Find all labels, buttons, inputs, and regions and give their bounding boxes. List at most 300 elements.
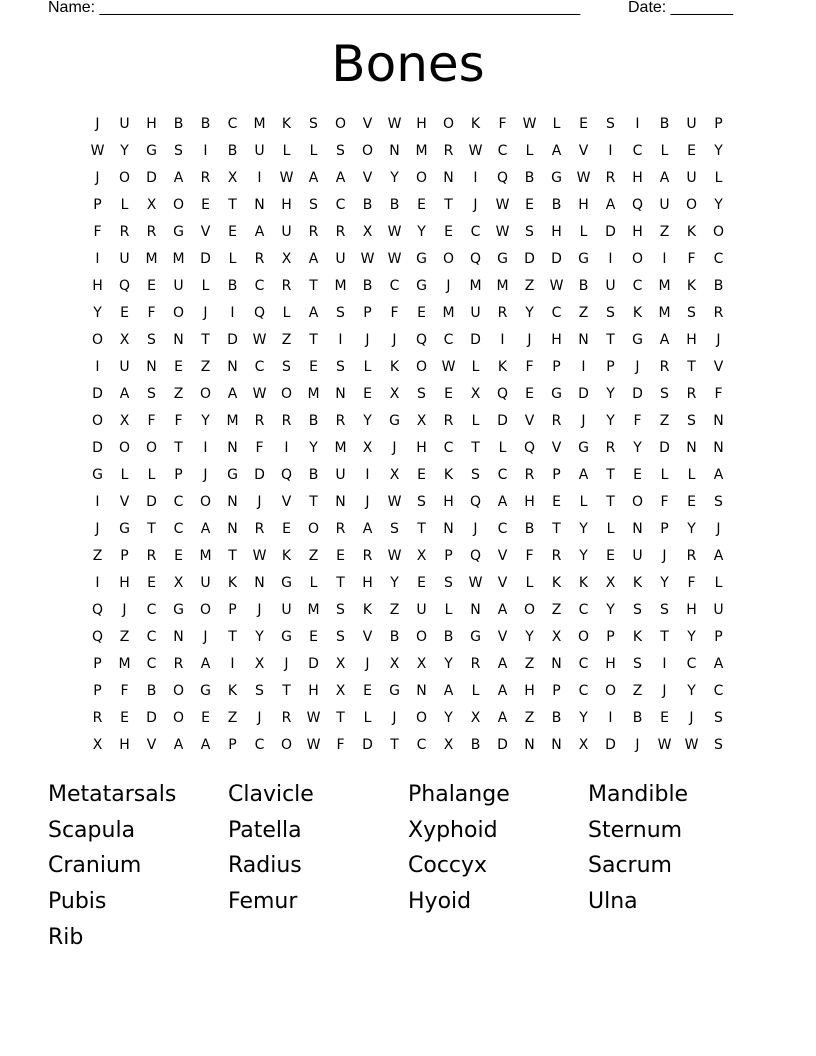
grid-letter: N bbox=[335, 386, 346, 402]
grid-letter: O bbox=[118, 170, 131, 186]
grid-letter: Y bbox=[525, 629, 534, 645]
grid-letter: I bbox=[635, 116, 640, 132]
grid-letter: D bbox=[227, 332, 238, 348]
grid-letter: O bbox=[442, 251, 455, 267]
grid-letter: J bbox=[635, 737, 640, 753]
grid-letter: Z bbox=[524, 710, 535, 726]
grid-letter: J bbox=[689, 710, 694, 726]
grid-letter: I bbox=[500, 332, 505, 348]
grid-letter: H bbox=[578, 197, 589, 213]
grid-letter: R bbox=[335, 224, 346, 240]
grid-letter: M bbox=[415, 143, 428, 159]
grid-letter: D bbox=[146, 170, 157, 186]
grid-letter: I bbox=[230, 656, 235, 672]
grid-letter: O bbox=[118, 440, 131, 456]
grid-letter: R bbox=[524, 467, 535, 483]
grid-letter: E bbox=[147, 278, 156, 294]
grid-letter: C bbox=[335, 197, 346, 213]
grid-letter: R bbox=[254, 521, 265, 537]
grid-letter: W bbox=[252, 548, 267, 564]
grid-letter: X bbox=[578, 737, 589, 753]
grid-letter: A bbox=[659, 170, 670, 186]
grid-letter: G bbox=[227, 467, 238, 483]
grid-letter: X bbox=[146, 197, 157, 213]
word-bank-item: Pubis bbox=[48, 889, 107, 915]
grid-letter: A bbox=[308, 305, 319, 321]
grid-letter: Y bbox=[525, 305, 534, 321]
grid-letter: L bbox=[498, 440, 507, 456]
grid-letter: T bbox=[147, 521, 156, 537]
grid-letter: Y bbox=[606, 602, 615, 618]
grid-letter: P bbox=[552, 467, 561, 483]
grid-letter: C bbox=[389, 278, 400, 294]
grid-letter: H bbox=[416, 440, 427, 456]
grid-letter: F bbox=[93, 224, 102, 240]
grid-letter: J bbox=[95, 170, 100, 186]
grid-letter: D bbox=[362, 737, 373, 753]
grid-letter: S bbox=[336, 305, 345, 321]
grid-letter: V bbox=[119, 494, 130, 510]
grid-letter: E bbox=[309, 359, 318, 375]
grid-letter: W bbox=[468, 575, 483, 591]
grid-letter: P bbox=[606, 629, 615, 645]
grid-letter: J bbox=[716, 332, 721, 348]
grid-letter: J bbox=[95, 116, 100, 132]
grid-letter: N bbox=[443, 170, 454, 186]
grid-letter: C bbox=[254, 737, 265, 753]
grid-letter: D bbox=[605, 737, 616, 753]
grid-letter: C bbox=[632, 278, 643, 294]
grid-letter: J bbox=[365, 494, 370, 510]
grid-letter: D bbox=[254, 467, 265, 483]
grid-letter: S bbox=[336, 602, 345, 618]
grid-letter: H bbox=[551, 224, 562, 240]
grid-letter: J bbox=[473, 197, 478, 213]
page-title: Bones bbox=[331, 35, 485, 93]
grid-letter: Q bbox=[469, 548, 482, 564]
grid-letter: I bbox=[338, 332, 343, 348]
grid-letter: L bbox=[120, 197, 129, 213]
word-bank-item: Hyoid bbox=[408, 889, 472, 915]
grid-letter: F bbox=[687, 251, 696, 267]
grid-letter: T bbox=[660, 629, 669, 645]
grid-letter: N bbox=[470, 602, 481, 618]
grid-letter: L bbox=[660, 143, 669, 159]
grid-letter: L bbox=[579, 224, 588, 240]
grid-letter: O bbox=[442, 116, 455, 132]
grid-letter: A bbox=[308, 170, 319, 186]
grid-letter: Q bbox=[631, 197, 644, 213]
grid-letter: C bbox=[146, 602, 157, 618]
grid-letter: V bbox=[362, 629, 373, 645]
grid-letter: E bbox=[579, 116, 588, 132]
grid-letter: F bbox=[147, 305, 156, 321]
grid-letter: Q bbox=[253, 305, 266, 321]
grid-letter: H bbox=[632, 224, 643, 240]
grid-letter: R bbox=[551, 413, 562, 429]
grid-letter: Y bbox=[606, 386, 615, 402]
grid-letter: E bbox=[363, 683, 372, 699]
grid-letter: G bbox=[200, 683, 211, 699]
grid-letter: O bbox=[631, 251, 644, 267]
grid-letter: N bbox=[227, 440, 238, 456]
grid-letter: V bbox=[362, 170, 373, 186]
grid-letter: S bbox=[309, 116, 318, 132]
grid-letter: C bbox=[443, 440, 454, 456]
grid-letter: X bbox=[335, 656, 346, 672]
grid-letter: K bbox=[281, 116, 292, 132]
grid-letter: A bbox=[659, 332, 670, 348]
grid-letter: H bbox=[92, 278, 103, 294]
grid-letter: J bbox=[203, 629, 208, 645]
grid-letter: C bbox=[497, 467, 508, 483]
grid-letter: U bbox=[281, 224, 292, 240]
grid-letter: N bbox=[254, 575, 265, 591]
grid-letter: X bbox=[605, 575, 616, 591]
grid-letter: G bbox=[146, 143, 157, 159]
grid-letter: N bbox=[686, 440, 697, 456]
grid-letter: D bbox=[605, 224, 616, 240]
grid-letter: F bbox=[498, 116, 507, 132]
grid-letter: C bbox=[713, 251, 724, 267]
grid-letter: B bbox=[659, 116, 670, 132]
grid-letter: Z bbox=[227, 710, 238, 726]
grid-letter: X bbox=[362, 440, 373, 456]
grid-letter: R bbox=[92, 710, 103, 726]
grid-letter: R bbox=[551, 548, 562, 564]
grid-letter: L bbox=[282, 143, 291, 159]
grid-letter: O bbox=[172, 683, 185, 699]
grid-letter: X bbox=[119, 413, 130, 429]
grid-letter: M bbox=[442, 305, 455, 321]
grid-letter: K bbox=[686, 278, 697, 294]
grid-letter: Z bbox=[389, 602, 400, 618]
grid-letter: S bbox=[147, 386, 156, 402]
grid-letter: Q bbox=[496, 386, 509, 402]
grid-letter: K bbox=[632, 305, 643, 321]
grid-letter: C bbox=[227, 116, 238, 132]
grid-letter: N bbox=[713, 413, 724, 429]
grid-letter: H bbox=[686, 602, 697, 618]
grid-letter: Z bbox=[119, 629, 130, 645]
grid-letter: X bbox=[281, 251, 292, 267]
grid-letter: U bbox=[173, 278, 184, 294]
grid-letter: B bbox=[524, 521, 535, 537]
grid-letter: L bbox=[714, 170, 723, 186]
grid-letter: A bbox=[173, 170, 184, 186]
grid-letter: K bbox=[389, 359, 400, 375]
grid-letter: E bbox=[120, 710, 129, 726]
grid-letter: X bbox=[443, 737, 454, 753]
grid-letter: W bbox=[576, 170, 591, 186]
grid-letter: O bbox=[280, 737, 293, 753]
grid-letter: K bbox=[227, 683, 238, 699]
grid-letter: U bbox=[200, 575, 211, 591]
grid-letter: P bbox=[714, 629, 723, 645]
grid-letter: O bbox=[172, 710, 185, 726]
grid-letter: B bbox=[713, 278, 724, 294]
grid-letter: C bbox=[632, 143, 643, 159]
grid-letter: S bbox=[714, 737, 723, 753]
grid-letter: P bbox=[174, 467, 183, 483]
grid-letter: P bbox=[714, 116, 723, 132]
grid-letter: S bbox=[606, 116, 615, 132]
grid-letter: V bbox=[200, 224, 211, 240]
grid-letter: Z bbox=[659, 224, 670, 240]
grid-letter: U bbox=[119, 251, 130, 267]
grid-letter: U bbox=[470, 305, 481, 321]
grid-letter: G bbox=[578, 440, 589, 456]
grid-letter: H bbox=[443, 494, 454, 510]
grid-letter: K bbox=[227, 575, 238, 591]
word-bank bbox=[48, 777, 768, 955]
grid-letter: I bbox=[203, 143, 208, 159]
grid-letter: O bbox=[199, 602, 212, 618]
grid-letter: O bbox=[415, 710, 428, 726]
grid-letter: H bbox=[416, 116, 427, 132]
grid-letter: Z bbox=[578, 305, 589, 321]
grid-letter: A bbox=[578, 467, 589, 483]
grid-letter: H bbox=[119, 737, 130, 753]
grid-letter: O bbox=[415, 170, 428, 186]
grid-letter: O bbox=[280, 386, 293, 402]
grid-letter: V bbox=[497, 575, 508, 591]
grid-letter: B bbox=[470, 737, 481, 753]
grid-letter: A bbox=[119, 386, 130, 402]
grid-letter: T bbox=[174, 440, 183, 456]
grid-letter: I bbox=[284, 440, 289, 456]
grid-letter: L bbox=[606, 521, 615, 537]
grid-letter: N bbox=[227, 359, 238, 375]
grid-letter: S bbox=[444, 575, 453, 591]
grid-letter: O bbox=[307, 521, 320, 537]
grid-letter: K bbox=[470, 116, 481, 132]
grid-letter: D bbox=[578, 386, 589, 402]
grid-letter: T bbox=[309, 278, 318, 294]
grid-letter: K bbox=[281, 548, 292, 564]
grid-letter: C bbox=[578, 683, 589, 699]
grid-letter: Q bbox=[469, 251, 482, 267]
grid-letter: B bbox=[362, 197, 373, 213]
grid-letter: T bbox=[228, 548, 237, 564]
grid-letter: H bbox=[362, 575, 373, 591]
grid-letter: K bbox=[551, 575, 562, 591]
grid-letter: W bbox=[387, 224, 402, 240]
grid-letter: L bbox=[228, 251, 237, 267]
grid-letter: R bbox=[119, 224, 130, 240]
grid-letter: N bbox=[335, 494, 346, 510]
grid-letter: A bbox=[551, 143, 562, 159]
grid-letter: G bbox=[389, 683, 400, 699]
word-bank-item: Sternum bbox=[588, 817, 683, 843]
grid-letter: I bbox=[581, 359, 586, 375]
grid-letter: W bbox=[387, 251, 402, 267]
grid-letter: T bbox=[201, 332, 210, 348]
grid-letter: T bbox=[606, 467, 615, 483]
grid-letter: N bbox=[389, 143, 400, 159]
grid-letter: I bbox=[95, 494, 100, 510]
grid-letter: X bbox=[335, 683, 346, 699]
grid-letter: O bbox=[199, 386, 212, 402]
grid-letter: S bbox=[390, 521, 399, 537]
grid-letter: V bbox=[713, 359, 724, 375]
grid-letter: C bbox=[497, 143, 508, 159]
grid-letter: J bbox=[203, 467, 208, 483]
grid-letter: P bbox=[552, 359, 561, 375]
grid-letter: X bbox=[227, 170, 238, 186]
grid-letter: J bbox=[446, 278, 451, 294]
grid-letter: Z bbox=[92, 548, 103, 564]
grid-letter: C bbox=[146, 629, 157, 645]
name-field: Name: ______________________________________________________ bbox=[48, 0, 581, 16]
grid-letter: T bbox=[228, 629, 237, 645]
grid-letter: N bbox=[578, 332, 589, 348]
grid-letter: A bbox=[497, 656, 508, 672]
grid-letter: S bbox=[525, 224, 534, 240]
grid-letter: X bbox=[551, 629, 562, 645]
grid-letter: P bbox=[228, 602, 237, 618]
header-fields bbox=[48, 0, 748, 20]
grid-letter: B bbox=[389, 197, 400, 213]
grid-letter: L bbox=[471, 359, 480, 375]
grid-letter: I bbox=[95, 251, 100, 267]
grid-letter: J bbox=[716, 521, 721, 537]
grid-letter: F bbox=[525, 359, 534, 375]
grid-letter: A bbox=[497, 602, 508, 618]
grid-letter: B bbox=[200, 116, 211, 132]
grid-letter: G bbox=[389, 413, 400, 429]
grid-letter: O bbox=[604, 683, 617, 699]
grid-letter: O bbox=[685, 197, 698, 213]
grid-letter: S bbox=[417, 386, 426, 402]
grid-letter: X bbox=[470, 386, 481, 402]
grid-letter: W bbox=[495, 224, 510, 240]
grid-letter: Q bbox=[280, 467, 293, 483]
grid-letter: O bbox=[523, 602, 536, 618]
grid-letter: P bbox=[93, 683, 102, 699]
grid-letter: T bbox=[687, 359, 696, 375]
grid-letter: E bbox=[336, 548, 345, 564]
grid-letter: C bbox=[578, 602, 589, 618]
grid-letter: G bbox=[281, 629, 292, 645]
grid-letter: Z bbox=[308, 548, 319, 564]
grid-letter: O bbox=[334, 116, 347, 132]
grid-letter: A bbox=[443, 683, 454, 699]
grid-letter: H bbox=[308, 683, 319, 699]
grid-letter: J bbox=[392, 710, 397, 726]
grid-letter: G bbox=[173, 602, 184, 618]
grid-letter: V bbox=[281, 494, 292, 510]
grid-letter: T bbox=[309, 494, 318, 510]
grid-letter: S bbox=[309, 197, 318, 213]
grid-letter: R bbox=[173, 656, 184, 672]
grid-letter: D bbox=[551, 251, 562, 267]
grid-letter: S bbox=[255, 683, 264, 699]
grid-letter: R bbox=[443, 143, 454, 159]
grid-letter: O bbox=[577, 629, 590, 645]
grid-letter: X bbox=[389, 386, 400, 402]
grid-letter: E bbox=[633, 467, 642, 483]
grid-letter: J bbox=[527, 332, 532, 348]
grid-letter: C bbox=[254, 278, 265, 294]
grid-letter: V bbox=[578, 143, 589, 159]
grid-letter: I bbox=[257, 170, 262, 186]
grid-letter: F bbox=[660, 494, 669, 510]
grid-letter: E bbox=[201, 710, 210, 726]
grid-letter: R bbox=[335, 521, 346, 537]
word-bank-item: Radius bbox=[228, 853, 302, 879]
grid-letter: R bbox=[713, 305, 724, 321]
word-bank-item: Phalange bbox=[408, 782, 510, 807]
grid-letter: D bbox=[146, 494, 157, 510]
grid-letter: N bbox=[227, 521, 238, 537]
grid-letter: N bbox=[551, 656, 562, 672]
grid-letter: L bbox=[282, 305, 291, 321]
grid-letter: Y bbox=[309, 440, 318, 456]
grid-letter: H bbox=[119, 575, 130, 591]
grid-letter: U bbox=[254, 143, 265, 159]
grid-letter: X bbox=[389, 467, 400, 483]
grid-letter: W bbox=[468, 143, 483, 159]
grid-letter: V bbox=[524, 413, 535, 429]
grid-letter: X bbox=[389, 656, 400, 672]
grid-letter: S bbox=[147, 332, 156, 348]
grid-letter: X bbox=[416, 656, 427, 672]
grid-letter: S bbox=[471, 467, 480, 483]
grid-letter: J bbox=[203, 305, 208, 321]
grid-letter: W bbox=[549, 278, 564, 294]
grid-letter: C bbox=[686, 656, 697, 672]
grid-letter: F bbox=[633, 413, 642, 429]
grid-letter: A bbox=[362, 521, 373, 537]
grid-letter: T bbox=[417, 521, 426, 537]
date-field: Date: _______ bbox=[628, 0, 733, 16]
grid-letter: Z bbox=[281, 332, 292, 348]
grid-letter: M bbox=[118, 656, 131, 672]
grid-letter: O bbox=[415, 359, 428, 375]
grid-letter: G bbox=[281, 575, 292, 591]
grid-letter: T bbox=[336, 710, 345, 726]
grid-letter: J bbox=[662, 683, 667, 699]
grid-letter: E bbox=[282, 521, 291, 537]
grid-letter: M bbox=[226, 413, 239, 429]
grid-letter: M bbox=[307, 386, 320, 402]
grid-letter: F bbox=[255, 440, 264, 456]
grid-letter: P bbox=[552, 683, 561, 699]
grid-letter: N bbox=[254, 197, 265, 213]
grid-letter: S bbox=[633, 602, 642, 618]
word-bank-item: Metatarsals bbox=[48, 782, 177, 807]
grid-letter: L bbox=[363, 359, 372, 375]
grid-letter: R bbox=[254, 413, 265, 429]
grid-letter: E bbox=[174, 548, 183, 564]
grid-letter: W bbox=[360, 251, 375, 267]
grid-letter: L bbox=[552, 116, 561, 132]
grid-letter: B bbox=[551, 197, 562, 213]
grid-letter: N bbox=[713, 440, 724, 456]
grid-letter: Q bbox=[91, 629, 104, 645]
grid-letter: A bbox=[713, 548, 724, 564]
grid-letter: T bbox=[471, 440, 480, 456]
grid-letter: U bbox=[713, 602, 724, 618]
grid-letter: Z bbox=[524, 278, 535, 294]
grid-letter: S bbox=[417, 494, 426, 510]
grid-letter: U bbox=[416, 602, 427, 618]
grid-letter: E bbox=[201, 197, 210, 213]
grid-letter: D bbox=[659, 440, 670, 456]
grid-letter: H bbox=[686, 332, 697, 348]
grid-letter: K bbox=[497, 359, 508, 375]
